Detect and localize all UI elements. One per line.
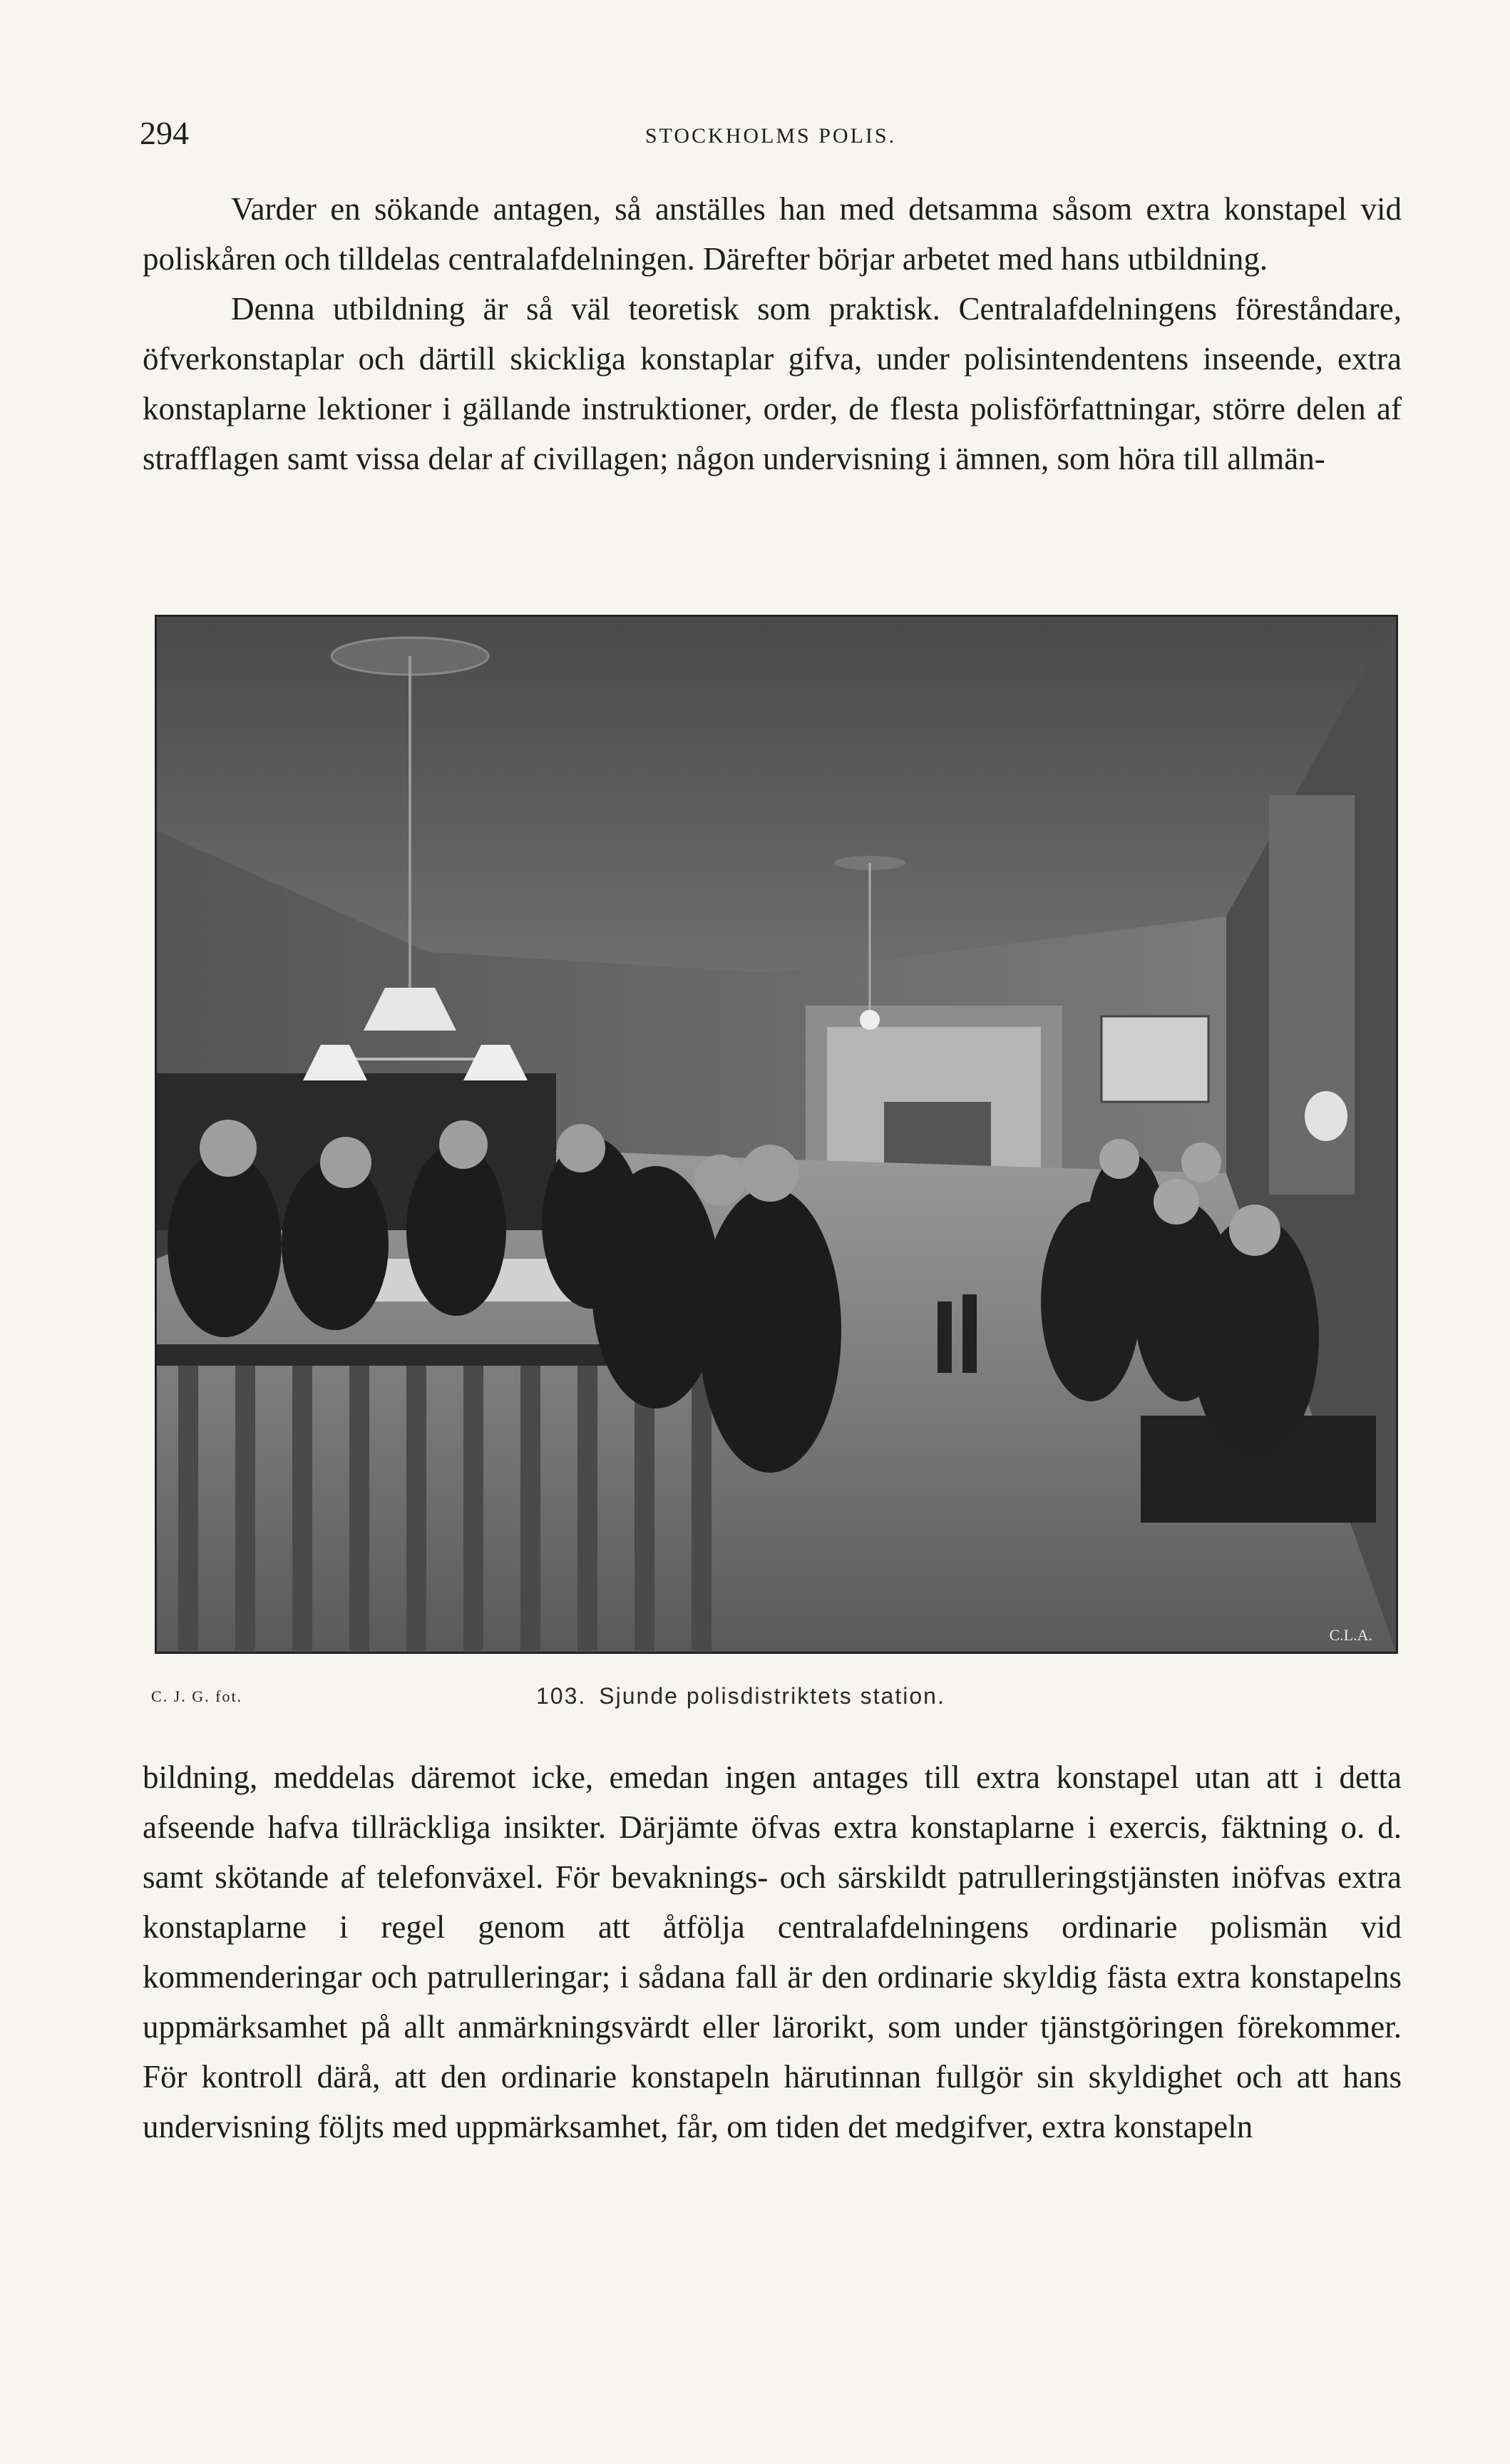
photo-credit: C. J. G. fot. <box>151 1687 243 1705</box>
paragraph: bildning, meddelas däremot icke, emedan ingen antages till extra konstapel utan att i detta afseende hafva tillräckliga insikter. Därjämte öfvas extra konstaplarne i exercis, fäktning o. d. samt skötande af telefonväxel. För bevaknings- och särskildt patrulleringstjänsten inöfvas extra konstaplarne i regel genom att åtfölja centralafdelningens ordinarie polismän vid kommenderingar och patrulleringar; i sådana fall är den ordinarie skyldig fästa extra konstapelns uppmärksamhet på allt anmärkningsvärdt eller lärorikt, som under tjänstgöringen förekommer. För kontroll därå, att den ordinarie konstapeln härutinnan fullgör sin skyldighet och att hans undervisning följts med uppmärksamhet, får, om tiden det medgifver, extra konstapeln <box>143 1759 1402 2145</box>
figure-number: 103. <box>536 1683 587 1709</box>
body-text-top <box>143 184 1402 484</box>
police-station-photo <box>157 617 1396 1652</box>
running-head: STOCKHOLMS POLIS. <box>644 124 897 148</box>
figure-caption-text: Sjunde polisdistriktets station. <box>599 1683 945 1709</box>
paragraph: Varder en sökande antagen, så anställes han med detsamma såsom extra konstapel vid poliskåren och tilldelas centralafdelningen. Därefter börjar arbetet med hans utbildning. <box>143 191 1402 277</box>
paragraph: Denna utbildning är så väl teoretisk som praktisk. Centralafdelningens föreståndare, öfverkonstaplar och därtill skickliga konstaplar gifva, under polisintendentens inseende, extra konstaplarne lektioner i gällande instruktioner, order, de flesta polisförfattningar, större delen af strafflagen samt vissa delar af civillagen; någon undervisning i ämnen, som höra till allmän- <box>143 291 1402 476</box>
figure-photograph <box>155 615 1398 1654</box>
figure-caption <box>536 1683 945 1709</box>
page-header <box>140 114 1402 157</box>
page-number: 294 <box>140 115 189 151</box>
body-text-bottom <box>143 1752 1402 2152</box>
artist-mark: C.L.A. <box>1329 1626 1372 1644</box>
